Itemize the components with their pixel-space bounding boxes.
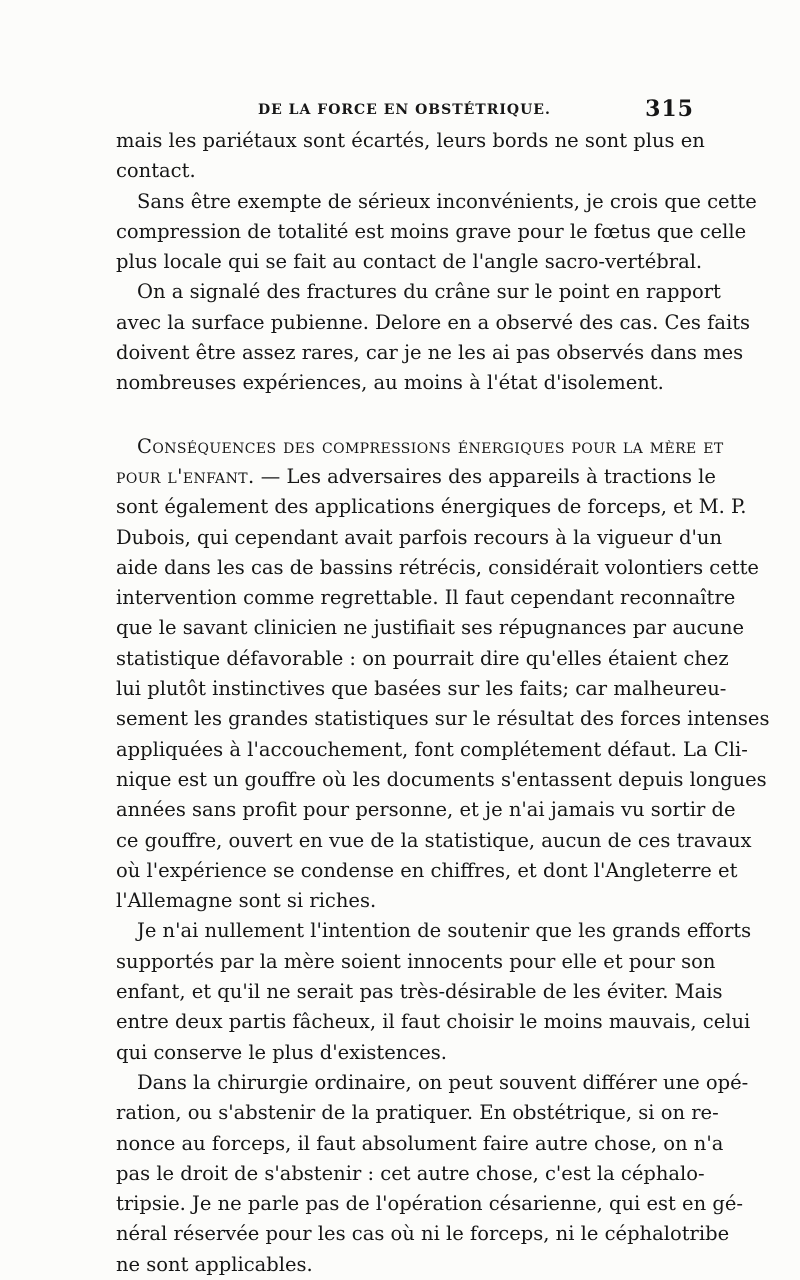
- text-line: contact.: [116, 159, 196, 183]
- section-heading-continued: pour l'enfant.: [116, 464, 255, 488]
- text-line: statistique défavorable : on pourrait dire qu'elles étaient chez: [116, 646, 729, 670]
- text-line: que le savant clinicien ne justifiait ses répugnances par aucune: [116, 616, 745, 640]
- text-line: l'Allemagne sont si riches.: [116, 889, 377, 913]
- paragraph-section: [116, 432, 770, 917]
- text-line: intervention comme regrettable. Il faut cependant reconnaître: [116, 586, 736, 610]
- text-line: avec la surface pubienne. Delore en a observé des cas. Ces faits: [116, 310, 751, 334]
- text-line: On a signalé des fractures du crâne sur le point en rapport: [137, 280, 721, 304]
- text-line: supportés par la mère soient innocents pour elle et pour son: [116, 949, 716, 973]
- text-line: enfant, et qu'il ne serait pas très-désirable de les éviter. Mais: [116, 980, 723, 1004]
- section-spacer: [116, 399, 702, 432]
- text-line: sont également des applications énergiques de forceps, et M. P.: [116, 495, 747, 519]
- paragraph: [116, 187, 757, 278]
- text-line: Dubois, qui cependant avait parfois recours à la vigueur d'un: [116, 525, 723, 549]
- text-line: nique est un gouffre où les documents s'entassent depuis longues: [116, 767, 767, 791]
- paragraph: [116, 277, 751, 398]
- section-heading: Conséquences des compressions énergiques pour la mère et: [137, 434, 724, 458]
- text-line: ne sont applicables.: [116, 1252, 313, 1276]
- text-line: Dans la chirurgie ordinaire, on peut souvent différer une opé-: [137, 1070, 749, 1094]
- text-line: nombreuses expériences, au moins à l'état d'isolement.: [116, 371, 664, 395]
- book-page: [116, 96, 770, 1280]
- text-line: années sans profit pour personne, et je n'ai jamais vu sortir de: [116, 798, 736, 822]
- text-line: mais les pariétaux sont écartés, leurs bords ne sont plus en: [116, 129, 705, 152]
- text-line: pas le droit de s'abstenir : cet autre chose, c'est la céphalo-: [116, 1161, 705, 1185]
- running-title: DE LA FORCE EN OBSTÉTRIQUE.: [258, 102, 551, 118]
- paragraph: [116, 1068, 749, 1280]
- text-line: nonce au forceps, il faut absolument faire autre chose, on n'a: [116, 1131, 724, 1155]
- text-line: doivent être assez rares, car je ne les ai pas observés dans mes: [116, 341, 744, 365]
- text-line: appliquées à l'accouchement, font complétement défaut. La Cli-: [116, 737, 748, 761]
- paragraph-continuation: [116, 126, 705, 187]
- text-line: compression de totalité est moins grave pour le fœtus que celle: [116, 219, 747, 243]
- running-head: [116, 96, 702, 126]
- text-line: [116, 462, 716, 492]
- text-line: tripsie. Je ne parle pas de l'opération césarienne, qui est en gé-: [116, 1192, 743, 1216]
- text-line: où l'expérience se condense en chiffres, et dont l'Angleterre et: [116, 858, 738, 882]
- text-line: plus locale qui se fait au contact de l'angle sacro-vertébral.: [116, 250, 703, 274]
- paragraph: [116, 916, 752, 1067]
- text-line: lui plutôt instinctives que basées sur les faits; car malheureu-: [116, 677, 727, 701]
- text-line: Je n'ai nullement l'intention de soutenir que les grands efforts: [137, 919, 752, 943]
- text-line: Sans être exempte de sérieux inconvénients, je crois que cette: [137, 189, 757, 213]
- text-line: ration, ou s'abstenir de la pratiquer. En obstétrique, si on re-: [116, 1101, 719, 1125]
- text-line: aide dans les cas de bassins rétrécis, considérait volontiers cette: [116, 555, 759, 579]
- text-fragment: — Les adversaires des appareils à tractions le: [254, 464, 716, 488]
- text-line: sement les grandes statistiques sur le résultat des forces intenses: [116, 707, 770, 731]
- text-line: entre deux partis fâcheux, il faut choisir le moins mauvais, celui: [116, 1010, 751, 1034]
- text-line: néral réservée pour les cas où ni le forceps, ni le céphalotribe: [116, 1222, 730, 1246]
- text-line: qui conserve le plus d'existences.: [116, 1040, 448, 1064]
- text-line: ce gouffre, ouvert en vue de la statistique, aucun de ces travaux: [116, 828, 752, 852]
- page-number: 315: [645, 96, 694, 122]
